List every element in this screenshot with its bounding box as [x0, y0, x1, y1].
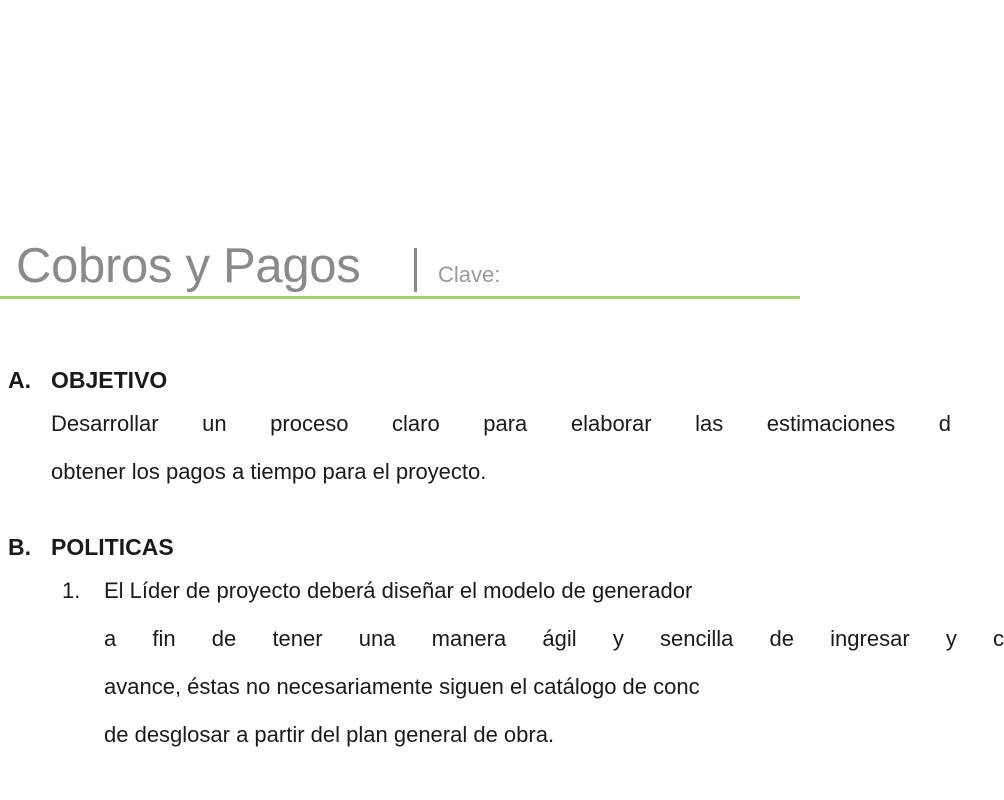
section-letter: B. — [8, 534, 31, 560]
clave-label: Clave: — [438, 262, 501, 287]
paragraph-line: a fin de tener una manera ágil y sencilla de ingresar y c — [104, 626, 1004, 651]
section-title: POLITICAS — [51, 534, 174, 560]
section-title: OBJETIVO — [51, 367, 168, 393]
list-item — [0, 567, 1004, 759]
paragraph-line: Desarrollar un proceso claro para elaborar las estimaciones d — [51, 411, 951, 436]
document-body — [0, 360, 1004, 759]
section-objetivo — [0, 360, 951, 496]
document-header — [0, 236, 800, 300]
document-title: Cobros y Pagos — [16, 239, 361, 293]
section-letter: A. — [8, 367, 31, 393]
section-heading — [0, 360, 800, 400]
paragraph-line: avance, éstas no necesariamente siguen el catálogo de conc — [104, 674, 700, 699]
section-politicas — [0, 527, 1004, 759]
objetivo-paragraph — [51, 400, 951, 496]
header-rule — [0, 296, 800, 299]
paragraph-line: El Líder de proyecto deberá diseñar el modelo de generador — [104, 578, 693, 603]
title-separator — [414, 248, 417, 292]
paragraph-line: obtener los pagos a tiempo para el proyecto. — [51, 459, 487, 484]
list-item-text — [104, 567, 1004, 759]
section-heading — [0, 527, 800, 567]
list-item-number: 1. — [62, 578, 81, 603]
paragraph-line: de desglosar a partir del plan general de obra. — [104, 722, 555, 747]
